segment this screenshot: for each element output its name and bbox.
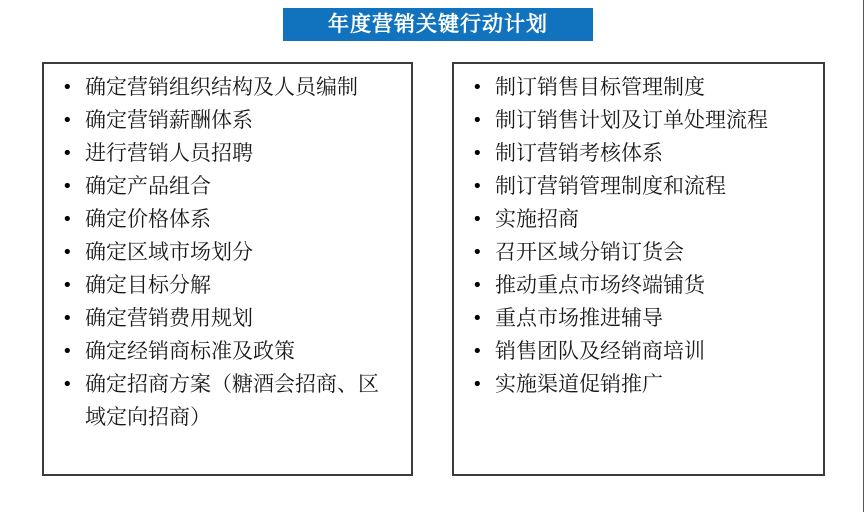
bullet-icon: • xyxy=(62,275,73,296)
action-item xyxy=(472,71,798,104)
left-action-box xyxy=(42,62,413,476)
action-item xyxy=(62,71,386,104)
action-item-label: 确定经销商标准及政策 xyxy=(85,339,295,363)
bullet-icon: • xyxy=(472,308,483,329)
right-action-box xyxy=(452,62,825,476)
bullet-icon: • xyxy=(472,275,483,296)
action-item-label: 重点市场推进辅导 xyxy=(495,306,663,330)
bullet-icon: • xyxy=(62,110,73,131)
action-item xyxy=(472,269,798,302)
bullet-icon: • xyxy=(472,110,483,131)
action-item xyxy=(62,137,386,170)
action-item-label: 确定价格体系 xyxy=(85,207,211,231)
bullet-icon: • xyxy=(472,77,483,98)
action-item-label: 确定目标分解 xyxy=(85,273,211,297)
action-item xyxy=(62,335,386,368)
action-item-label: 推动重点市场终端铺货 xyxy=(495,273,705,297)
action-item xyxy=(472,137,798,170)
action-item-label: 确定营销费用规划 xyxy=(85,306,253,330)
bullet-icon: • xyxy=(62,77,73,98)
action-item xyxy=(472,104,798,137)
bullet-icon: • xyxy=(62,374,73,395)
action-item-label: 确定区域市场划分 xyxy=(85,240,253,264)
action-item xyxy=(62,269,386,302)
page-edge-divider xyxy=(863,0,864,512)
action-item-label: 确定营销薪酬体系 xyxy=(85,108,253,132)
action-item-label: 确定营销组织结构及人员编制 xyxy=(85,75,358,99)
bullet-icon: • xyxy=(472,374,483,395)
bullet-icon: • xyxy=(62,209,73,230)
bullet-icon: • xyxy=(472,176,483,197)
bullet-icon: • xyxy=(62,143,73,164)
slide-title: 年度营销关键行动计划 xyxy=(283,8,593,41)
action-item-label: 进行营销人员招聘 xyxy=(85,141,253,165)
bullet-icon: • xyxy=(472,341,483,362)
action-item-label: 制订营销管理制度和流程 xyxy=(495,174,726,198)
action-item xyxy=(62,170,386,203)
action-item xyxy=(62,236,386,269)
action-item xyxy=(472,302,798,335)
bullet-icon: • xyxy=(472,209,483,230)
action-item xyxy=(472,203,798,236)
bullet-icon: • xyxy=(62,242,73,263)
action-item xyxy=(472,170,798,203)
bullet-icon: • xyxy=(62,308,73,329)
action-item-label: 实施招商 xyxy=(495,207,579,231)
action-item xyxy=(62,104,386,137)
action-item-label: 确定招商方案（糖酒会招商、区域定向招商） xyxy=(85,372,379,429)
action-item-label: 实施渠道促销推广 xyxy=(495,372,663,396)
action-item-label: 召开区域分销订货会 xyxy=(495,240,684,264)
action-item-label: 确定产品组合 xyxy=(85,174,211,198)
action-item-label: 制订销售计划及订单处理流程 xyxy=(495,108,768,132)
action-item-label: 制订销售目标管理制度 xyxy=(495,75,705,99)
action-item xyxy=(62,368,386,434)
action-item xyxy=(62,302,386,335)
action-item xyxy=(472,368,798,401)
bullet-icon: • xyxy=(62,176,73,197)
action-item-label: 销售团队及经销商培训 xyxy=(495,339,705,363)
action-item xyxy=(62,203,386,236)
bullet-icon: • xyxy=(472,143,483,164)
left-action-list xyxy=(44,64,411,434)
bullet-icon: • xyxy=(62,341,73,362)
right-action-list xyxy=(454,64,823,401)
action-item-label: 制订营销考核体系 xyxy=(495,141,663,165)
bullet-icon: • xyxy=(472,242,483,263)
action-item xyxy=(472,236,798,269)
action-item xyxy=(472,335,798,368)
